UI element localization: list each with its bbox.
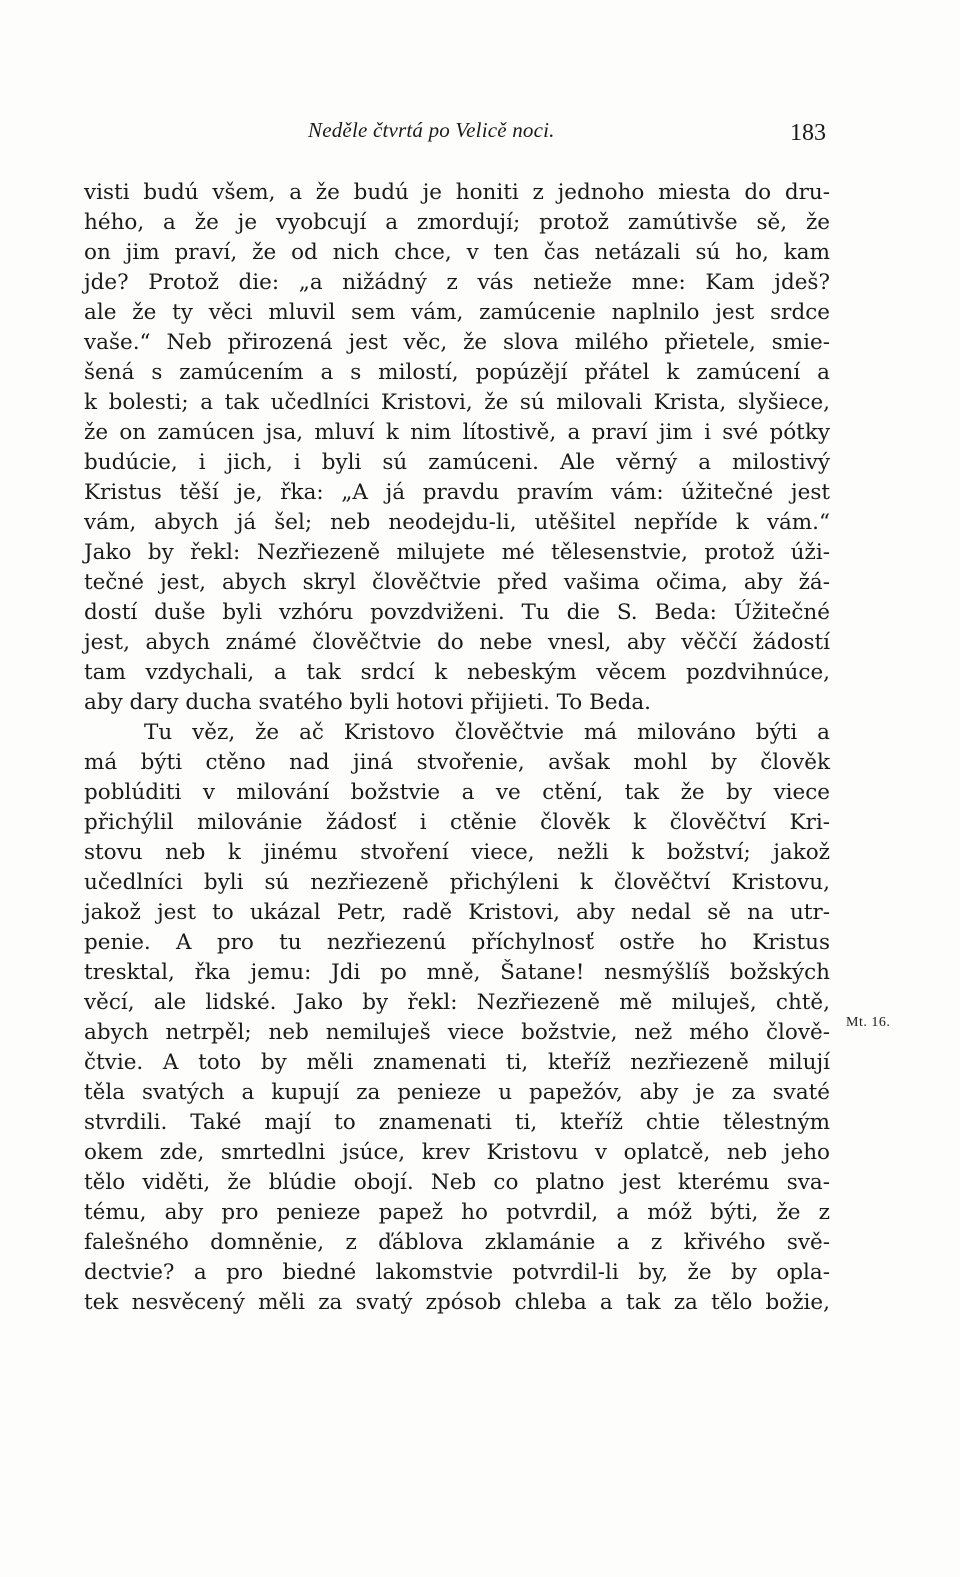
text-line: Tu věz, že ač Kristovo člověčtvie má milováno býti a bbox=[144, 720, 830, 745]
running-title: Neděle čtvrtá po Velicě noci. bbox=[308, 118, 555, 142]
text-line: vám, abych já šel; neb neodejdu-li, utěšitel nepříde k vám.“ bbox=[84, 510, 830, 535]
text-line: visti budú všem, a že budú je honiti z jednoho miesta do dru- bbox=[84, 180, 830, 205]
text-line: tam vzdychali, a tak srdcí k nebeským věcem pozdvihnúce, bbox=[84, 660, 830, 685]
text-line: on jim praví, že od nich chce, v ten čas netázali sú ho, kam bbox=[84, 240, 830, 265]
text-line: jakož jest to ukázal Petr, radě Kristovi, aby nedal sě na utr- bbox=[84, 900, 830, 925]
text-line: šená s zamúcením a s milostí, popúzějí přátel k zamúcení a bbox=[84, 360, 830, 385]
text-line: učedlníci byli sú nezřiezeně přichýleni k člověčtví Kristovu, bbox=[84, 870, 830, 895]
text-line: hého, a že je vyobcují a zmordují; protož zamútivše sě, že bbox=[84, 210, 830, 235]
text-line: aby dary ducha svatého byli hotovi přijieti. To Beda. bbox=[84, 690, 652, 715]
text-line: Kristus těší je, řka: „A já pravdu pravím vám: úžitečné jest bbox=[84, 480, 830, 505]
text-line: Jako by řekl: Nezřiezeně milujete mé tělesenstvie, protož úži- bbox=[84, 540, 830, 565]
marginal-reference: Mt. 16. bbox=[846, 1015, 891, 1030]
text-line: vaše.“ Neb přirozená jest věc, že slova milého přietele, smie- bbox=[84, 330, 830, 355]
text-line: falešného domněnie, z ďáblova zklamánie a z křivého svě- bbox=[84, 1230, 830, 1255]
text-line: tresktal, řka jemu: Jdi po mně, Šatane! nesmýšlíš božských bbox=[84, 960, 830, 985]
text-line: stvrdili. Také mají to znamenati ti, kteříž chtie tělestným bbox=[84, 1110, 830, 1135]
text-line: budúcie, i jich, i byli sú zamúceni. Ale věrný a milostivý bbox=[84, 450, 830, 475]
text-line: dectvie? a pro biedné lakomstvie potvrdil-li by, že by opla- bbox=[84, 1260, 830, 1285]
text-line: k bolesti; a tak učedlníci Kristovi, že sú milovali Krista, slyšiece, bbox=[84, 390, 830, 415]
text-line: čtvie. A toto by měli znamenati ti, kteříž nezřiezeně milují bbox=[84, 1050, 830, 1075]
text-line: že on zamúcen jsa, mluví k nim lítostivě, a praví jim i své pótky bbox=[84, 420, 830, 445]
body-text bbox=[84, 178, 830, 1318]
text-line: tečné jest, abych skryl člověčtvie před vašima očima, aby žá- bbox=[84, 570, 830, 595]
text-line: těla svatých a kupují za penieze u papežóv, aby je za svaté bbox=[84, 1080, 830, 1105]
text-line: tému, aby pro penieze papež ho potvrdil, a móž býti, že z bbox=[84, 1200, 830, 1225]
page-number: 183 bbox=[790, 120, 826, 146]
text-line: dostí duše byli vzhóru povzdviženi. Tu die S. Beda: Úžitečné bbox=[84, 600, 830, 625]
text-line: tělo viděti, že blúdie obojí. Neb co platno jest kterému sva- bbox=[84, 1170, 830, 1195]
text-line: abych netrpěl; neb nemiluješ viece božstvie, než mého člově- bbox=[84, 1020, 830, 1045]
text-line: má býti ctěno nad jiná stvořenie, avšak mohl by člověk bbox=[84, 750, 830, 775]
text-line: stovu neb k jinému stvoření viece, nežli k božství; jakož bbox=[84, 840, 830, 865]
text-line: ale že ty věci mluvil sem vám, zamúcenie naplnilo jest srdce bbox=[84, 300, 830, 325]
text-line: poblúditi v milování božstvie a ve ctění, tak že by viece bbox=[84, 780, 830, 805]
text-line: přichýlil milovánie žádosť i ctěnie člověk k člověčtví Kri- bbox=[84, 810, 830, 835]
text-line: penie. A pro tu nezřiezenú příchylnosť ostře ho Kristus bbox=[84, 930, 830, 955]
text-line: jest, abych známé člověčtvie do nebe vnesl, aby věččí žádostí bbox=[84, 630, 830, 655]
text-line: věcí, ale lidské. Jako by řekl: Nezřiezeně mě miluješ, chtě, bbox=[84, 990, 830, 1015]
text-line: jde? Protož die: „a nižádný z vás netieže mne: Kam jdeš? bbox=[84, 270, 830, 295]
text-line: okem zde, smrtedlni jsúce, krev Kristovu v oplatcě, neb jeho bbox=[84, 1140, 830, 1165]
text-line: tek nesvěcený měli za svatý zpósob chleba a tak za tělo božie, bbox=[84, 1290, 830, 1315]
